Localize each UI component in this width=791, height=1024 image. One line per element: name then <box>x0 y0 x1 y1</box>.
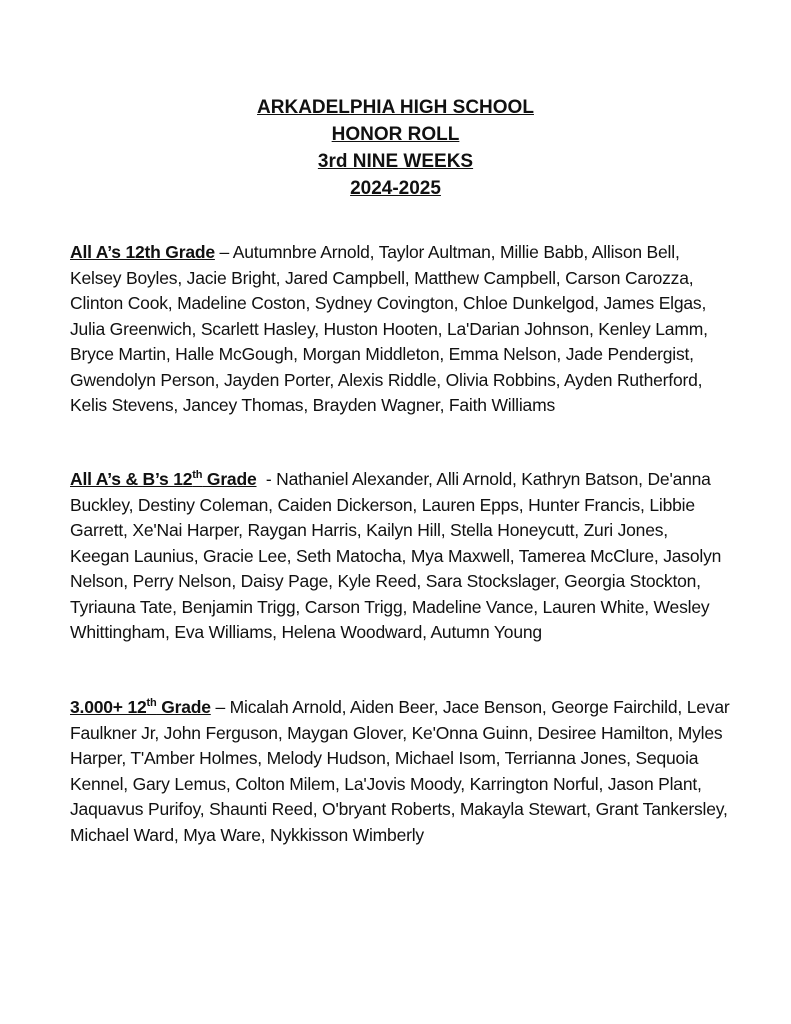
school-year: 2024-2025 <box>350 178 441 199</box>
section-label: All A’s 12th Grade <box>70 242 215 262</box>
section-label: All A’s & B’s 12th Grade <box>70 469 257 489</box>
section-label: 3.000+ 12th Grade <box>70 697 211 717</box>
section-names: Micalah Arnold, Aiden Beer, Jace Benson, George Fairchild, Levar Faulkner Jr, John Ferguson, Maygan Glover, Ke'Onna Guinn, Desiree Hamilton, Myles Harper, T'Amber Holmes, Melody Hudson, Michael Isom, Terrianna Jones, Sequoia Kennel, Gary Lemus, Colton Milem, La'Jovis Moody, Karrington Norful, Jason Plant, Jaquavus Purifoy, Shaunti Reed, O'bryant Roberts, Makayla Stewart, Grant Tankersley, Michael Ward, Mya Ware, Nykkisson Wimberly <box>70 697 730 845</box>
document-title: HONOR ROLL <box>331 124 460 145</box>
section-names: Autumnbre Arnold, Taylor Aultman, Millie Babb, Allison Bell, Kelsey Boyles, Jacie Bright, Jared Campbell, Matthew Campbell, Carson Carozza, Clinton Cook, Madeline Coston, Sydney Covington, Chloe Dunkelgod, James Elgas, Julia Greenwich, Scarlett Hasley, Huston Hooten, La'Darian Johnson, Kenley Lamm, Bryce Martin, Halle McGough, Morgan Middleton, Emma Nelson, Jade Pendergist, Gwendolyn Person, Jayden Porter, Alexis Riddle, Olivia Robbins, Ayden Rutherford, Kelis Stevens, Jancey Thomas, Brayden Wagner, Faith Williams <box>70 242 708 415</box>
document-header <box>0 94 791 202</box>
section-all-as-12th-grade <box>70 240 730 419</box>
section-all-as-bs-12th-grade <box>70 467 730 646</box>
term-label: 3rd NINE WEEKS <box>317 151 474 172</box>
section-names: Nathaniel Alexander, Alli Arnold, Kathryn Batson, De'anna Buckley, Destiny Coleman, Caiden Dickerson, Lauren Epps, Hunter Francis, Libbie Garrett, Xe'Nai Harper, Raygan Harris, Kailyn Hill, Stella Honeycutt, Zuri Jones, Keegan Launius, Gracie Lee, Seth Matocha, Mya Maxwell, Tamerea McClure, Jasolyn Nelson, Perry Nelson, Daisy Page, Kyle Reed, Sara Stockslager, Georgia Stockton, Tyriauna Tate, Benjamin Trigg, Carson Trigg, Madeline Vance, Lauren White, Wesley Whittingham, Eva Williams, Helena Woodward, Autumn Young <box>70 469 722 642</box>
section-separator: - <box>256 469 277 489</box>
section-separator: – <box>214 242 233 262</box>
section-separator: – <box>210 697 230 717</box>
section-3000-plus-12th-grade <box>70 695 730 848</box>
school-name: ARKADELPHIA HIGH SCHOOL <box>257 97 534 118</box>
